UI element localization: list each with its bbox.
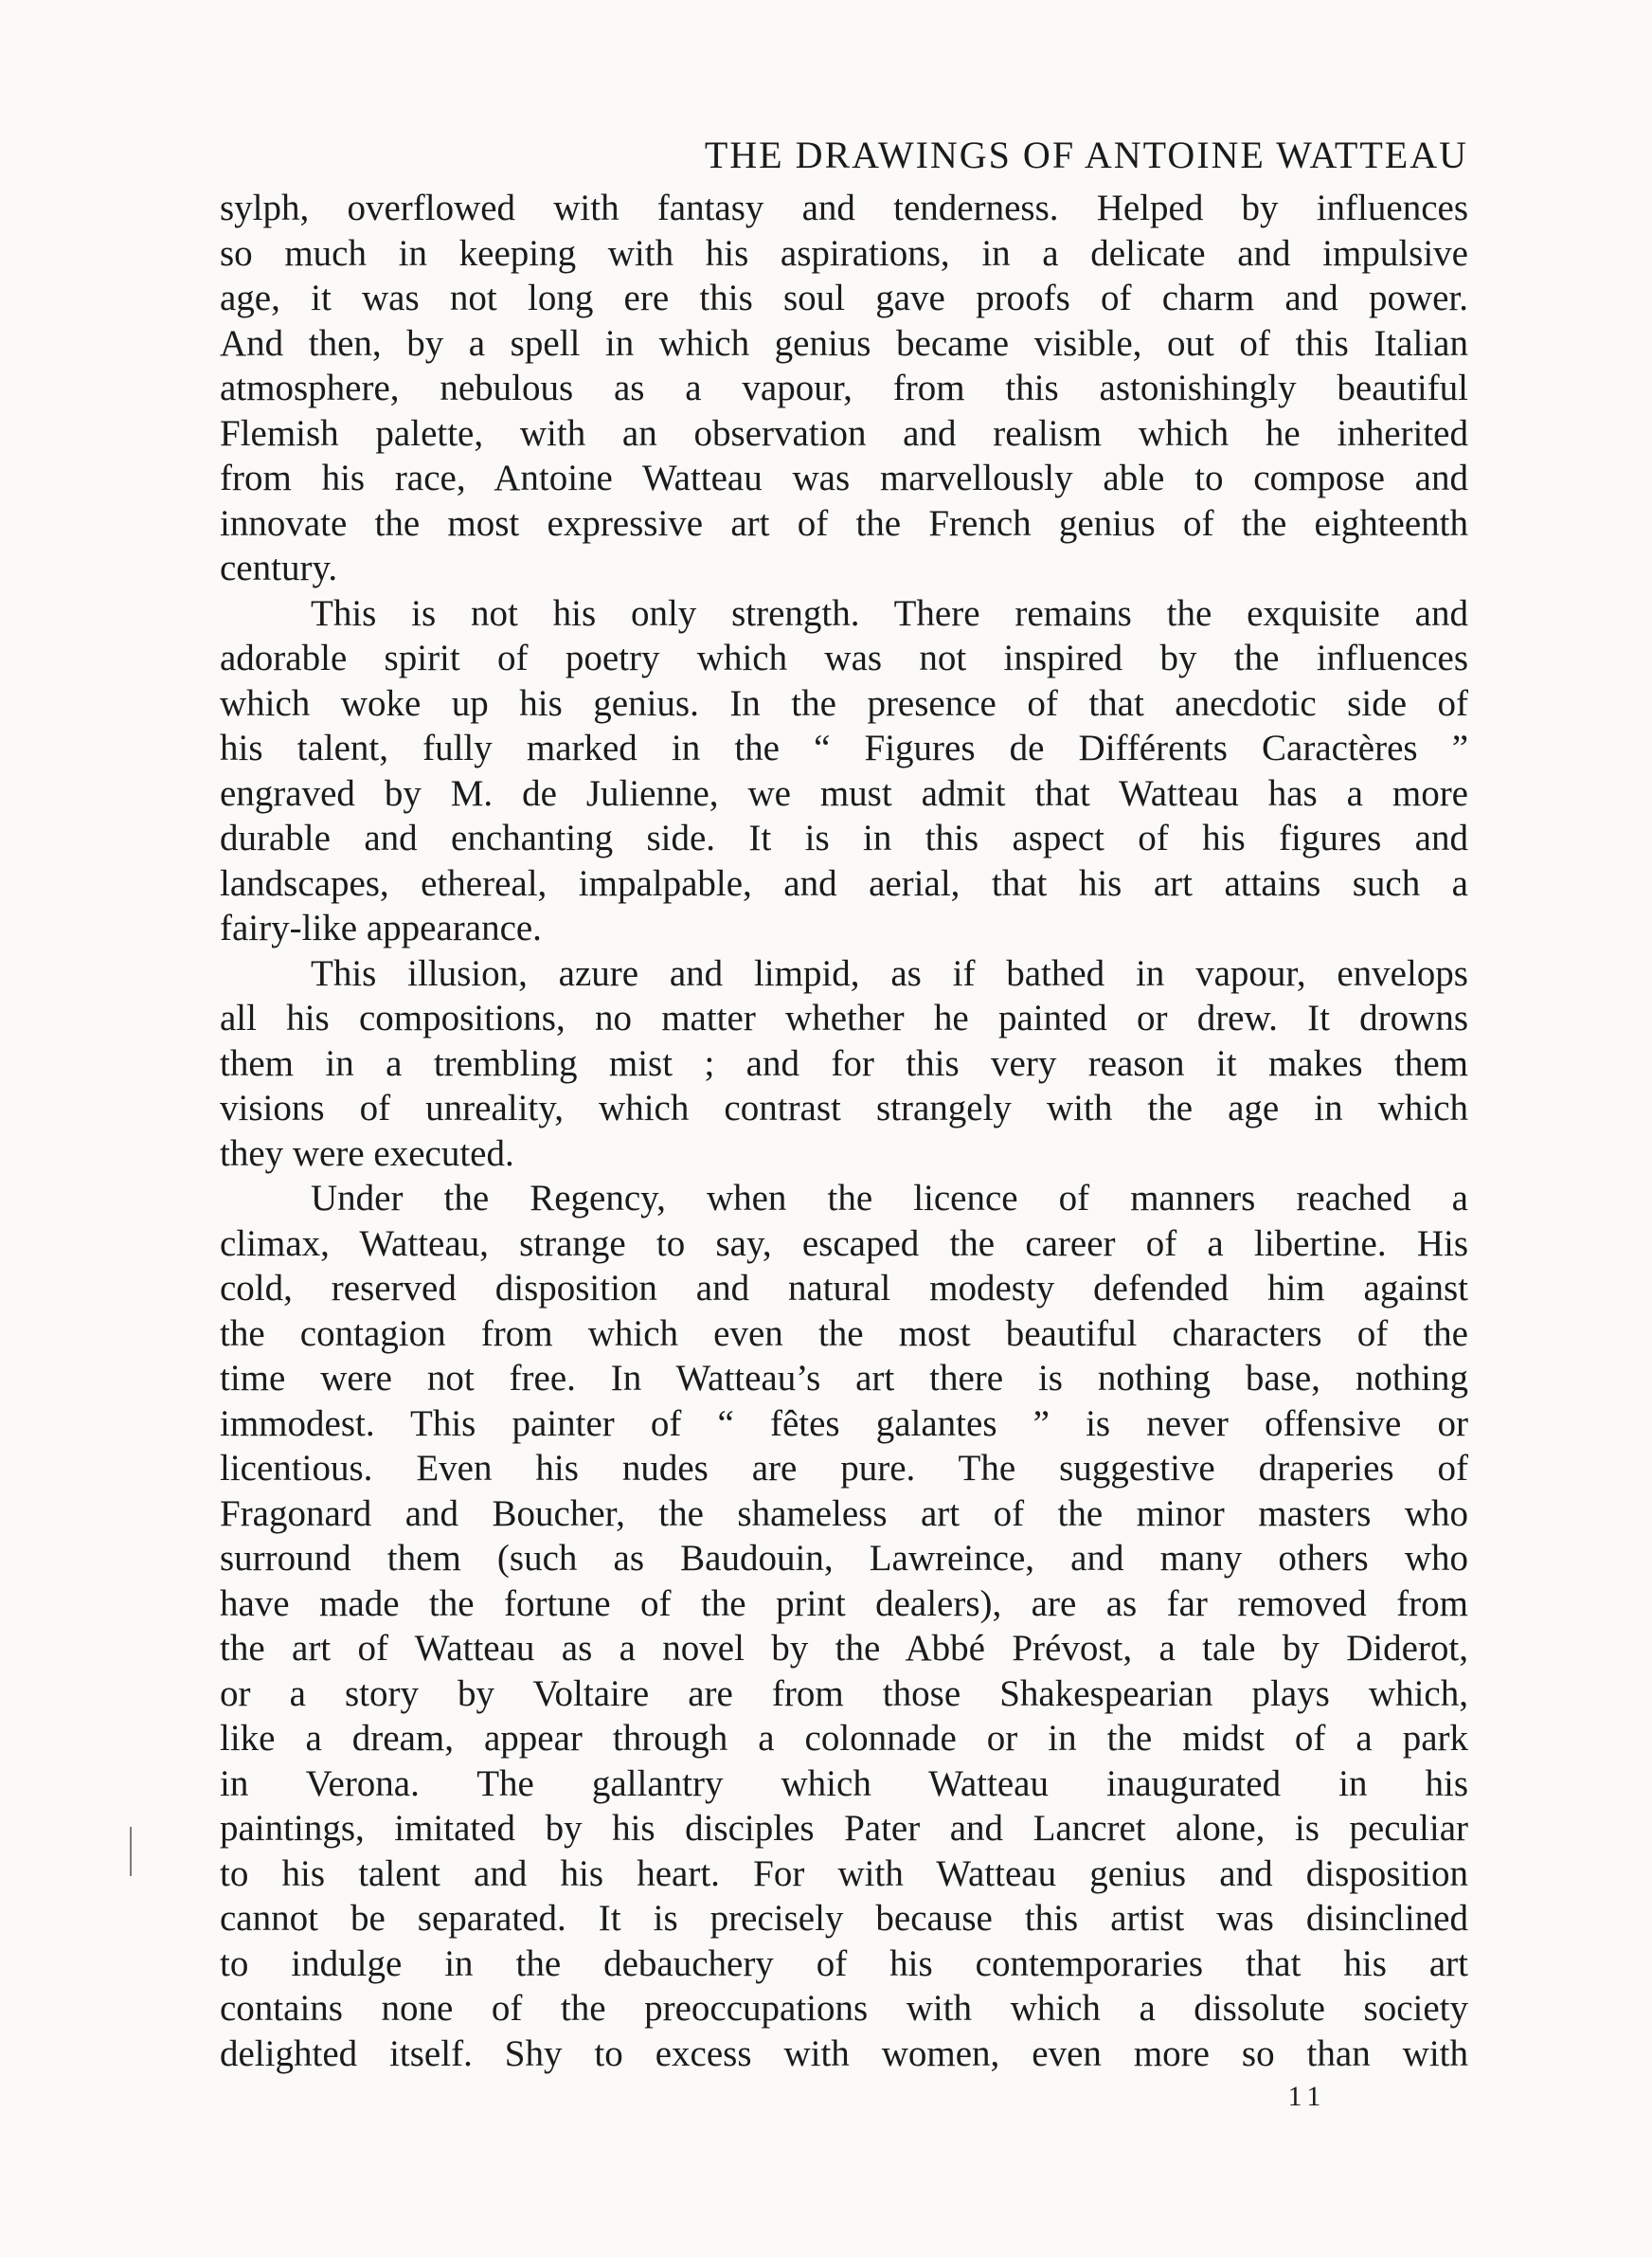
text-line: Under the Regency, when the licence of manners reached a: [311, 1178, 1468, 1219]
text-line: time were not free. In Watteau’s art there is nothing base, nothing: [220, 1358, 1468, 1399]
text-line: age, it was not long ere this soul gave proofs of charm and power.: [220, 278, 1468, 318]
margin-mark: [130, 1827, 132, 1876]
text-line: his talent, fully marked in the “ Figures de Différents Caractères ”: [220, 728, 1468, 768]
text-line: Flemish palette, with an observation and realism which he inherited: [220, 412, 1468, 454]
body-text: [220, 186, 1468, 2076]
text-line: atmosphere, nebulous as a vapour, from this astonishingly beautiful: [220, 368, 1468, 408]
text-line: from his race, Antoine Watteau was marvellously able to compose and: [220, 458, 1468, 498]
text-line: surround them (such as Baudouin, Lawreince, and many others who: [220, 1538, 1468, 1579]
text-line: them in a trembling mist ; and for this very reason it makes them: [220, 1042, 1468, 1084]
paragraph: [220, 1176, 1468, 2076]
page-number: 11: [1287, 2081, 1327, 2112]
text-line: sylph, overflowed with fantasy and tenderness. Helped by influences: [220, 188, 1468, 228]
text-line: to indulge in the debauchery of his contemporaries that his art: [220, 1942, 1468, 1984]
text-line: adorable spirit of poetry which was not inspired by the influences: [220, 638, 1468, 678]
text-line: century.: [220, 548, 338, 588]
paragraph: [220, 186, 1468, 591]
text-line: engraved by M. de Julienne, we must admit that Watteau has a more: [220, 772, 1468, 814]
text-line: which woke up his genius. In the presence of that anecdotic side of: [220, 682, 1468, 724]
text-line: innovate the most expressive art of the French genius of the eighteenth: [220, 502, 1468, 544]
text-line: climax, Watteau, strange to say, escaped the career of a libertine. His: [220, 1222, 1468, 1264]
running-head: THE DRAWINGS OF ANTOINE WATTEAU: [704, 134, 1468, 176]
text-line: This is not his only strength. There remains the exquisite and: [311, 592, 1468, 634]
text-line: visions of unreality, which contrast strangely with the age in which: [220, 1088, 1468, 1128]
text-line: cannot be separated. It is precisely because this artist was disinclined: [220, 1898, 1468, 1939]
text-line: or a story by Voltaire are from those Shakespearian plays which,: [220, 1672, 1468, 1714]
text-line: the contagion from which even the most beautiful characters of the: [220, 1312, 1468, 1354]
text-line: like a dream, appear through a colonnade or in the midst of a park: [220, 1718, 1468, 1759]
text-line: the art of Watteau as a novel by the Abbé Prévost, a tale by Diderot,: [220, 1628, 1468, 1669]
paragraph: [220, 591, 1468, 951]
text-line: have made the fortune of the print dealers), are as far removed from: [220, 1582, 1468, 1624]
text-line: Fragonard and Boucher, the shameless art of the minor masters who: [220, 1492, 1468, 1534]
text-line: cold, reserved disposition and natural modesty defended him against: [220, 1268, 1468, 1309]
text-line: This illusion, azure and limpid, as if bathed in vapour, envelops: [311, 952, 1468, 994]
text-line: immodest. This painter of “ fêtes galantes ” is never offensive or: [220, 1402, 1468, 1444]
text-line: licentious. Even his nudes are pure. The suggestive draperies of: [220, 1448, 1468, 1489]
text-line: in Verona. The gallantry which Watteau inaugurated in his: [220, 1762, 1468, 1804]
text-line: And then, by a spell in which genius became visible, out of this Italian: [220, 322, 1468, 364]
text-line: so much in keeping with his aspirations, in a delicate and impulsive: [220, 232, 1468, 274]
paragraph: [220, 951, 1468, 1177]
text-line: they were executed.: [220, 1132, 514, 1174]
text-line: paintings, imitated by his disciples Pater and Lancret alone, is peculiar: [220, 1808, 1468, 1849]
text-line: fairy-like appearance.: [220, 908, 542, 948]
text-line: delighted itself. Shy to excess with women, even more so than with: [220, 2032, 1468, 2074]
text-line: durable and enchanting side. It is in this aspect of his figures and: [220, 818, 1468, 858]
text-line: contains none of the preoccupations with which a dissolute society: [220, 1988, 1468, 2029]
text-line: landscapes, ethereal, impalpable, and aerial, that his art attains such a: [220, 862, 1468, 904]
text-line: to his talent and his heart. For with Watteau genius and disposition: [220, 1852, 1468, 1894]
text-line: all his compositions, no matter whether he painted or drew. It drowns: [220, 998, 1468, 1038]
